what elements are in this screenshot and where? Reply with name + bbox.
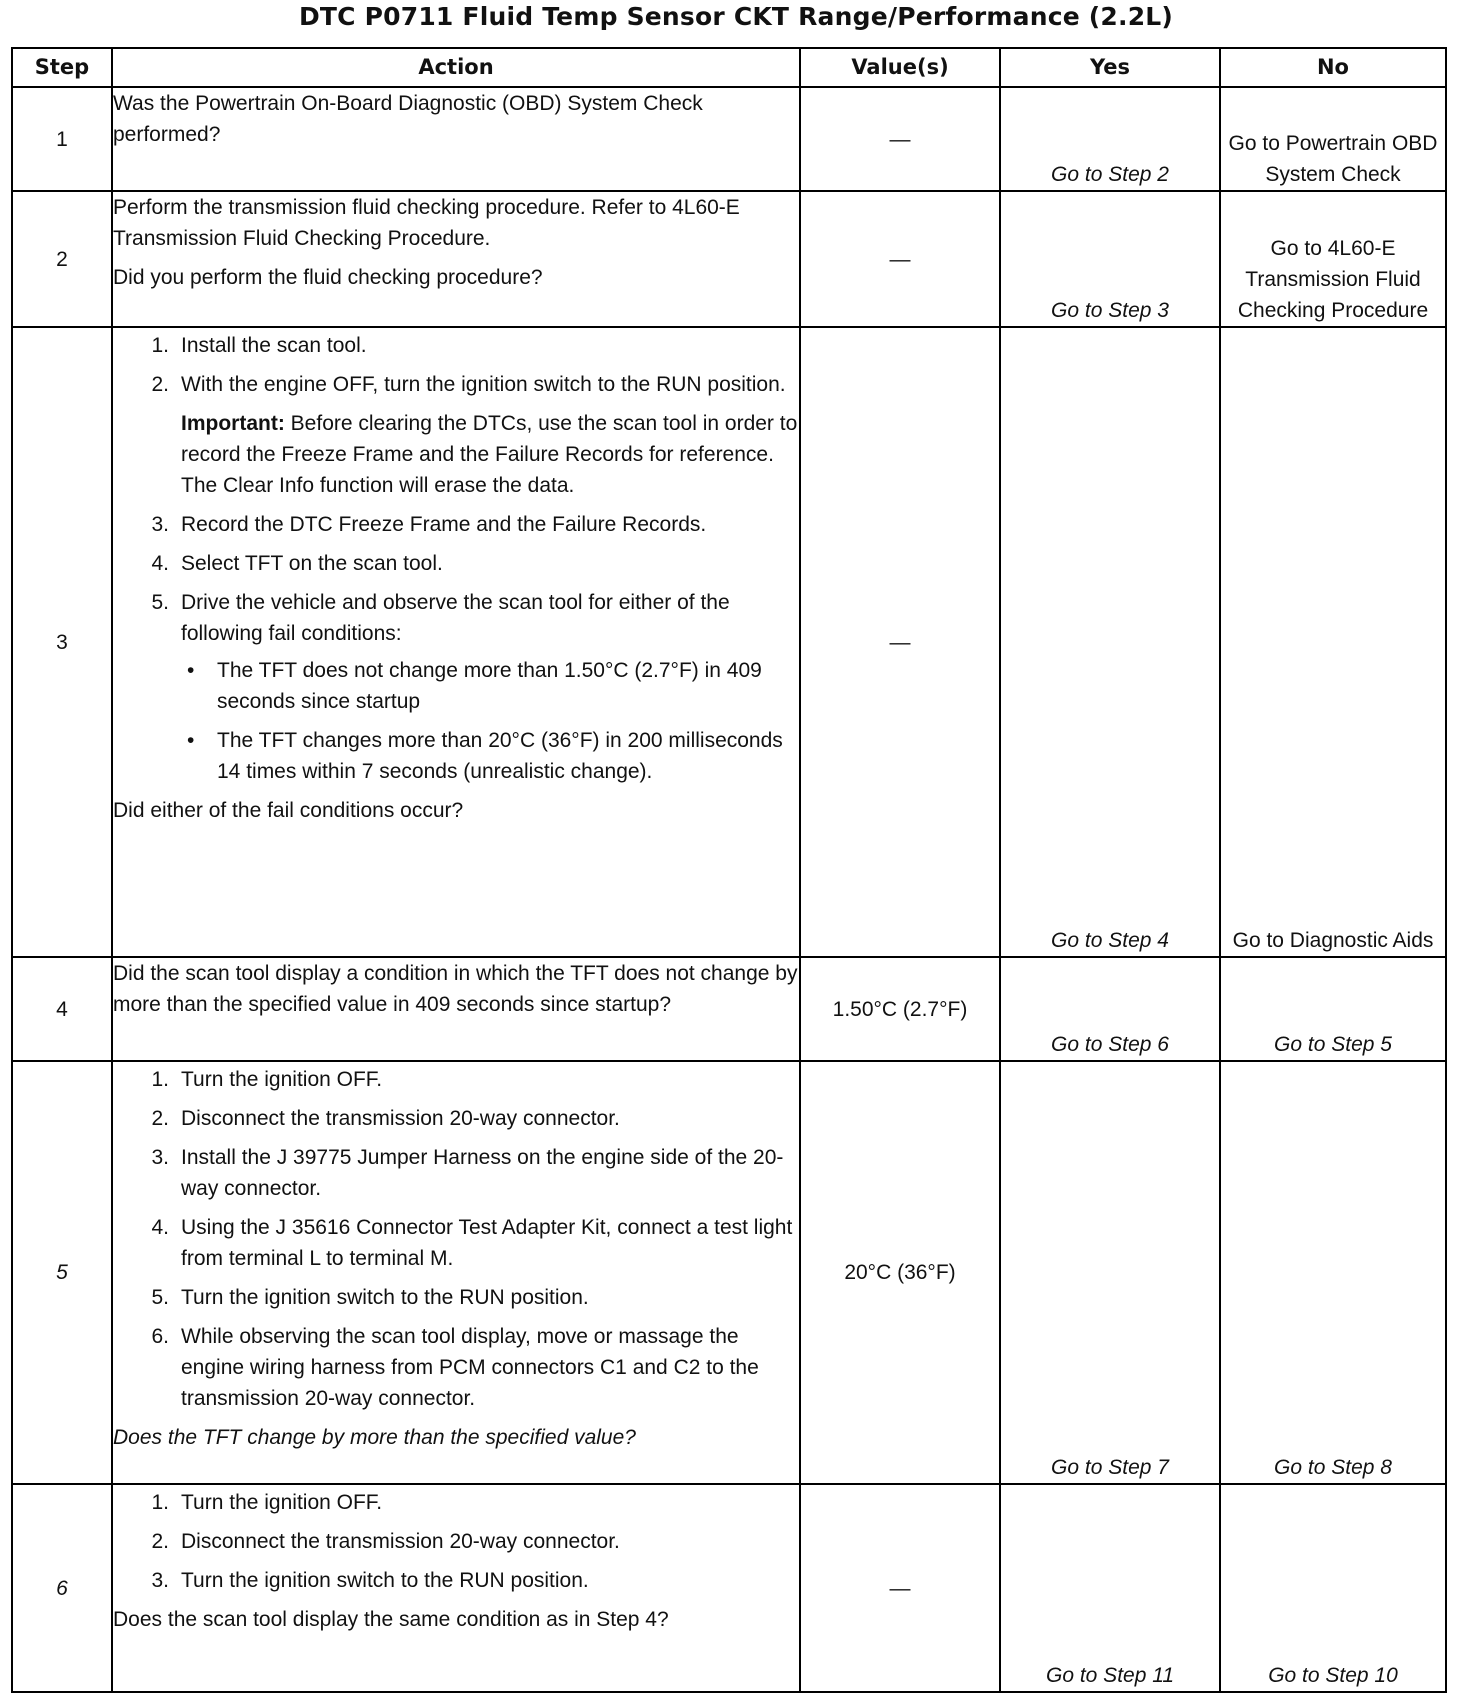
step-number: 2 [12, 191, 112, 327]
step-number: 5 [12, 1061, 112, 1484]
important-label: Important: [181, 412, 285, 435]
yes-link[interactable]: Go to Step 3 [1000, 191, 1220, 327]
table-row-step-5 [12, 1061, 1446, 1484]
step-number: 3 [12, 327, 112, 957]
list-item: 3. Turn the ignition switch to the RUN position. [151, 1569, 589, 1592]
list-item: 4. Select TFT on the scan tool. [151, 552, 443, 575]
list-item: 4. Using the J 35616 Connector Test Adapter Kit, connect a test light from terminal L to terminal M. [151, 1216, 793, 1270]
fail-conditions-list [181, 655, 799, 787]
value-cell: — [800, 87, 1000, 191]
no-link[interactable]: Go to Step 8 [1220, 1061, 1446, 1484]
action-cell [112, 957, 800, 1061]
important-note [181, 408, 799, 501]
table-row-step-6 [12, 1484, 1446, 1692]
bullet-item: • The TFT changes more than 20°C (36°F) in 200 milliseconds 14 times within 7 seconds (unrealistic change). [187, 729, 783, 783]
header-step: Step [12, 48, 112, 87]
procedure-list [113, 509, 799, 787]
action-question: Does the TFT change by more than the specified value? [113, 1426, 636, 1449]
list-item: 3. Record the DTC Freeze Frame and the Failure Records. [151, 513, 707, 536]
yes-link[interactable]: Go to Step 11 [1000, 1484, 1220, 1692]
procedure-list [113, 330, 799, 400]
yes-link[interactable]: Go to Step 7 [1000, 1061, 1220, 1484]
list-item: 3. Install the J 39775 Jumper Harness on the engine side of the 20-way connector. [151, 1146, 784, 1200]
table-row-step-3 [12, 327, 1446, 957]
no-link[interactable]: Go to 4L60-E Transmission Fluid Checking Procedure [1220, 191, 1446, 327]
list-item: 2. Disconnect the transmission 20-way connector. [151, 1530, 620, 1553]
header-value: Value(s) [800, 48, 1000, 87]
list-item: 1. Install the scan tool. [151, 334, 367, 357]
procedure-list [113, 1487, 799, 1596]
list-item: 5. Drive the vehicle and observe the scan tool for either of the following fail conditions: • The TFT does not change more than 1.50°C (2.7°F) in 409 seconds since startup • The TFT changes more than 20°C (36°F) in 200 milliseconds 14 times within 7 seconds (unrealistic change). [113, 587, 799, 787]
step-number: 4 [12, 957, 112, 1061]
header-action: Action [112, 48, 800, 87]
header-no: No [1220, 48, 1446, 87]
step-number: 1 [12, 87, 112, 191]
value-cell: 20°C (36°F) [800, 1061, 1000, 1484]
step-number: 6 [12, 1484, 112, 1692]
no-link[interactable]: Go to Diagnostic Aids [1220, 327, 1446, 957]
list-item: 2. With the engine OFF, turn the ignition switch to the RUN position. [151, 373, 786, 396]
diagnostic-table [11, 47, 1447, 1693]
action-cell [112, 327, 800, 957]
value-cell: — [800, 1484, 1000, 1692]
action-text: Perform the transmission fluid checking procedure. Refer to 4L60-E Transmission Fluid Checking Procedure. [113, 196, 740, 250]
list-item: 1. Turn the ignition OFF. [151, 1068, 383, 1091]
procedure-list [113, 1064, 799, 1414]
yes-link[interactable]: Go to Step 2 [1000, 87, 1220, 191]
action-text: Did the scan tool display a condition in which the TFT does not change by more than the specified value in 409 seconds since startup? [113, 962, 798, 1016]
table-row-step-4 [12, 957, 1446, 1061]
list-item: 5. Turn the ignition switch to the RUN position. [151, 1286, 589, 1309]
list-item: 1. Turn the ignition OFF. [151, 1491, 383, 1514]
action-question: Does the scan tool display the same condition as in Step 4? [113, 1608, 669, 1631]
action-cell [112, 191, 800, 327]
important-text: Before clearing the DTCs, use the scan tool in order to record the Freeze Frame and the Failure Records for reference. The Clear Info function will erase the data. [181, 412, 798, 497]
no-link[interactable]: Go to Step 10 [1220, 1484, 1446, 1692]
action-question: Did either of the fail conditions occur? [113, 799, 464, 822]
yes-link[interactable]: Go to Step 6 [1000, 957, 1220, 1061]
list-item: 2. Disconnect the transmission 20-way connector. [151, 1107, 620, 1130]
bullet-item: • The TFT does not change more than 1.50°C (2.7°F) in 409 seconds since startup [187, 659, 762, 713]
action-text: Was the Powertrain On-Board Diagnostic (OBD) System Check performed? [113, 92, 703, 146]
no-link[interactable]: Go to Step 5 [1220, 957, 1446, 1061]
action-question: Did you perform the fluid checking procedure? [113, 266, 543, 289]
action-cell [112, 87, 800, 191]
value-cell: 1.50°C (2.7°F) [800, 957, 1000, 1061]
table-header-row [12, 48, 1446, 87]
no-link[interactable]: Go to Powertrain OBD System Check [1220, 87, 1446, 191]
value-cell: — [800, 191, 1000, 327]
action-cell [112, 1061, 800, 1484]
header-yes: Yes [1000, 48, 1220, 87]
list-item: 6. While observing the scan tool display, move or massage the engine wiring harness from PCM connectors C1 and C2 to the transmission 20-way connector. [151, 1325, 759, 1410]
action-cell [112, 1484, 800, 1692]
yes-link[interactable]: Go to Step 4 [1000, 327, 1220, 957]
value-cell: — [800, 327, 1000, 957]
table-row-step-2 [12, 191, 1446, 327]
table-row-step-1 [12, 87, 1446, 191]
page-title: DTC P0711 Fluid Temp Sensor CKT Range/Performance (2.2L) [298, 2, 1174, 31]
